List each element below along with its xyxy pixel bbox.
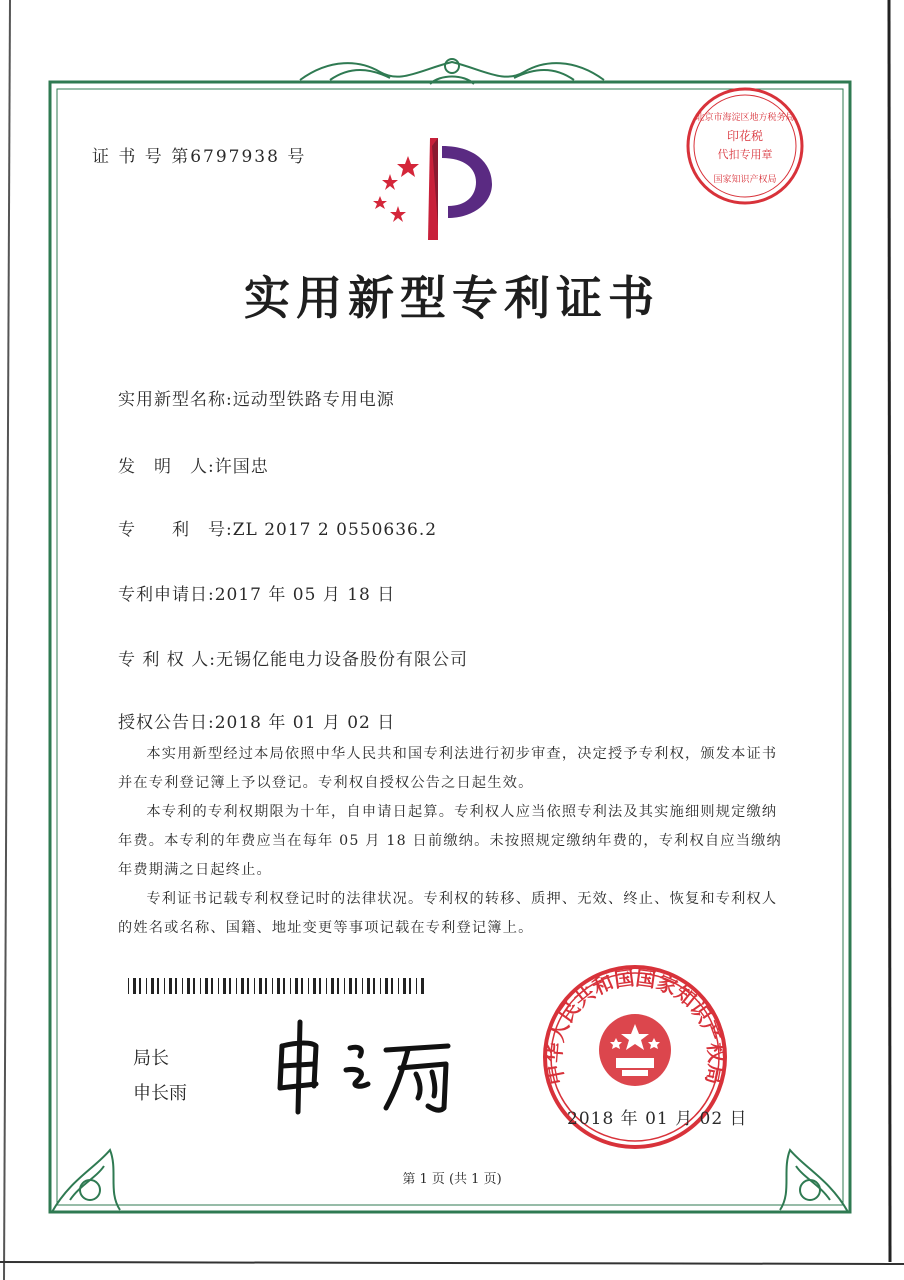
- seal-text: 中华人民共和国国家知识产权局: [541, 965, 729, 1087]
- director-signature: [268, 1012, 468, 1122]
- seal-date: 2018 年 01 月 02 日: [567, 1109, 748, 1129]
- svg-text:国家知识产权局: 国家知识产权局: [713, 175, 777, 185]
- director-name: 申长雨: [133, 1083, 187, 1104]
- certificate-number: 证 书 号 第6797938 号: [92, 147, 307, 167]
- body-paragraph: 本专利的专利权期限为十年，自申请日起算。专利权人应当依照专利法及其实施细则规定缴纳年费。本专利的年费应当在每年 05 月 18 日前缴纳。未按照规定缴纳年费的，专利权自应当缴纳年费期满之日起终止。: [118, 804, 782, 878]
- field-label: 实用新型名称:: [118, 390, 233, 410]
- field-inventor: [118, 452, 269, 477]
- field-label: 专 利 权 人:: [118, 650, 216, 670]
- field-grant-date: [118, 708, 395, 733]
- field-value: 2018 年 01 月 02 日: [214, 713, 396, 733]
- barcode: [128, 978, 428, 994]
- field-value: 无锡亿能电力设备股份有限公司: [215, 650, 468, 670]
- field-value: 许国忠: [214, 457, 269, 477]
- certificate-title: 实用新型专利证书: [244, 271, 660, 325]
- body-paragraph: 专利证书记载专利权登记时的法律状况。专利权的转移、质押、无效、终止、恢复和专利权人的姓名或名称、国籍、地址变更等事项记载在专利登记簿上。: [118, 891, 778, 936]
- field-patent-number: [118, 515, 437, 540]
- field-patentee: [118, 645, 468, 670]
- field-label: 发 明 人:: [118, 457, 215, 477]
- patent-office-logo: [368, 136, 508, 246]
- field-label: 专 利 号:: [118, 520, 233, 540]
- svg-text:代扣专用章: 代扣专用章: [717, 148, 773, 161]
- page-number: 第 1 页 (共 1 页): [402, 1172, 502, 1187]
- body-paragraph: 本实用新型经过本局依照中华人民共和国专利法进行初步审查，决定授予专利权，颁发本证书并在专利登记簿上予以登记。专利权自授权公告之日起生效。: [118, 746, 778, 791]
- svg-text:北京市海淀区地方税务局: 北京市海淀区地方税务局: [695, 113, 795, 123]
- field-value: 远动型铁路专用电源: [232, 390, 395, 410]
- certificate-body: [118, 740, 788, 943]
- field-label: 授权公告日:: [118, 713, 215, 733]
- field-utility-name: [118, 385, 395, 410]
- field-label: 专利申请日:: [118, 585, 215, 605]
- field-value: ZL 2017 2 0550636.2: [232, 520, 438, 540]
- svg-text:印花税: 印花税: [726, 129, 764, 143]
- tax-stamp: [683, 84, 807, 208]
- director-title: 局长: [133, 1048, 169, 1069]
- field-value: 2017 年 05 月 18 日: [214, 585, 396, 605]
- field-application-date: [118, 580, 395, 605]
